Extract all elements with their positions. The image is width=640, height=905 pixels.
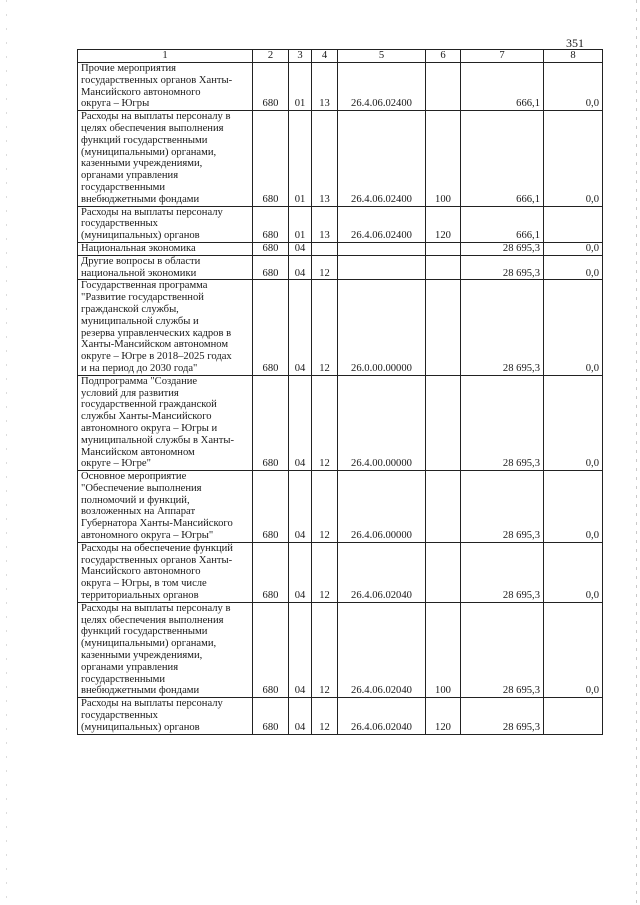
row-name: Государственная программа "Развитие государственной гражданской службы, муниципальной службы и резерва управленческих кадров в Ханты-Мансийском автономном округе – Югре в 2018–2025 годах и на период до 2030 года"	[78, 280, 253, 375]
cell-ministry-code: 680	[253, 698, 289, 734]
cell-expense-type	[426, 255, 461, 280]
cell-section: 04	[289, 280, 312, 375]
row-name: Расходы на выплаты персоналу в целях обеспечения выполнения функций государственными (муниципальными) органами, казенными учреждениями, органами управления государственными внебюджетными фондами	[78, 602, 253, 697]
table-row	[78, 602, 603, 697]
cell-expense-type	[426, 375, 461, 470]
cell-amount: 28 695,3	[461, 255, 544, 280]
col-header-2: 2	[253, 50, 289, 63]
cell-subsection: 12	[312, 471, 338, 543]
cell-ministry-code: 680	[253, 602, 289, 697]
cell-ministry-code: 680	[253, 255, 289, 280]
cell-amount: 28 695,3	[461, 471, 544, 543]
row-name: Расходы на выплаты персоналу в целях обеспечения выполнения функций государственными (муниципальными) органами, казенными учреждениями, органами управления государственными внебюджетными фондами	[78, 111, 253, 206]
cell-amount-2: 0,0	[544, 242, 603, 255]
row-name: Подпрограмма "Создание условий для развития государственной гражданской службы Ханты-Мансийского автономного округа – Югры и муниципальной службы в Ханты- Мансийском автономном округе – Югре"	[78, 375, 253, 470]
cell-ministry-code: 680	[253, 375, 289, 470]
row-name: Национальная экономика	[78, 242, 253, 255]
table-row	[78, 111, 603, 206]
page-number: 351	[566, 36, 584, 50]
cell-subsection: 12	[312, 602, 338, 697]
cell-amount-2: 0,0	[544, 280, 603, 375]
table-row	[78, 63, 603, 111]
cell-amount-2: 0,0	[544, 375, 603, 470]
cell-section: 04	[289, 698, 312, 734]
cell-target-article: 26.4.06.02400	[338, 206, 426, 242]
cell-subsection: 12	[312, 698, 338, 734]
cell-amount-2: 0,0	[544, 602, 603, 697]
cell-amount-2: 0,0	[544, 471, 603, 543]
cell-amount: 28 695,3	[461, 698, 544, 734]
cell-expense-type	[426, 242, 461, 255]
col-header-1: 1	[78, 50, 253, 63]
cell-subsection: 13	[312, 206, 338, 242]
cell-ministry-code: 680	[253, 280, 289, 375]
cell-amount-2: 0,0	[544, 255, 603, 280]
table-row	[78, 242, 603, 255]
cell-amount: 666,1	[461, 206, 544, 242]
cell-target-article: 26.4.06.00000	[338, 471, 426, 543]
cell-section: 04	[289, 542, 312, 602]
cell-target-article: 26.4.06.02040	[338, 698, 426, 734]
cell-ministry-code: 680	[253, 111, 289, 206]
table-row	[78, 471, 603, 543]
cell-amount-2	[544, 698, 603, 734]
table-header-row	[78, 50, 603, 63]
cell-subsection: 13	[312, 111, 338, 206]
cell-target-article: 26.4.06.02400	[338, 63, 426, 111]
cell-amount-2: 0,0	[544, 542, 603, 602]
cell-ministry-code: 680	[253, 63, 289, 111]
table-row	[78, 255, 603, 280]
table-row	[78, 206, 603, 242]
row-name: Расходы на выплаты персоналу государственных (муниципальных) органов	[78, 206, 253, 242]
scan-edge-left	[6, 0, 7, 905]
cell-section: 04	[289, 602, 312, 697]
cell-amount: 28 695,3	[461, 242, 544, 255]
col-header-8: 8	[544, 50, 603, 63]
cell-amount: 28 695,3	[461, 602, 544, 697]
cell-target-article: 26.4.06.02040	[338, 602, 426, 697]
table-row	[78, 698, 603, 734]
cell-subsection: 13	[312, 63, 338, 111]
cell-target-article	[338, 255, 426, 280]
row-name: Прочие мероприятия государственных органов Ханты- Мансийского автономного округа – Югры	[78, 63, 253, 111]
cell-target-article	[338, 242, 426, 255]
cell-section: 04	[289, 471, 312, 543]
col-header-3: 3	[289, 50, 312, 63]
cell-expense-type: 120	[426, 698, 461, 734]
cell-amount: 28 695,3	[461, 375, 544, 470]
cell-expense-type: 100	[426, 602, 461, 697]
cell-amount-2: 0,0	[544, 111, 603, 206]
cell-expense-type	[426, 280, 461, 375]
cell-amount-2: 0,0	[544, 63, 603, 111]
cell-target-article: 26.4.06.02040	[338, 542, 426, 602]
cell-expense-type: 120	[426, 206, 461, 242]
cell-expense-type	[426, 542, 461, 602]
cell-expense-type	[426, 63, 461, 111]
cell-expense-type: 100	[426, 111, 461, 206]
budget-table	[77, 49, 603, 735]
cell-ministry-code: 680	[253, 206, 289, 242]
table-row	[78, 542, 603, 602]
row-name: Расходы на выплаты персоналу государственных (муниципальных) органов	[78, 698, 253, 734]
cell-target-article: 26.0.00.00000	[338, 280, 426, 375]
cell-ministry-code: 680	[253, 471, 289, 543]
cell-ministry-code: 680	[253, 542, 289, 602]
cell-subsection: 12	[312, 255, 338, 280]
cell-amount: 666,1	[461, 111, 544, 206]
scan-edge-right	[636, 0, 637, 905]
table-row	[78, 375, 603, 470]
col-header-6: 6	[426, 50, 461, 63]
cell-target-article: 26.4.00.00000	[338, 375, 426, 470]
cell-section: 01	[289, 63, 312, 111]
cell-amount: 666,1	[461, 63, 544, 111]
cell-ministry-code: 680	[253, 242, 289, 255]
row-name: Основное мероприятие "Обеспечение выполнения полномочий и функций, возложенных на Аппарат Губернатора Ханты-Мансийского автономного округа – Югры"	[78, 471, 253, 543]
cell-subsection: 12	[312, 280, 338, 375]
table-row	[78, 280, 603, 375]
cell-section: 04	[289, 255, 312, 280]
cell-amount: 28 695,3	[461, 542, 544, 602]
col-header-4: 4	[312, 50, 338, 63]
col-header-5: 5	[338, 50, 426, 63]
cell-section: 04	[289, 375, 312, 470]
cell-subsection	[312, 242, 338, 255]
cell-section: 01	[289, 111, 312, 206]
cell-expense-type	[426, 471, 461, 543]
cell-amount: 28 695,3	[461, 280, 544, 375]
row-name: Другие вопросы в области национальной экономики	[78, 255, 253, 280]
cell-target-article: 26.4.06.02400	[338, 111, 426, 206]
row-name: Расходы на обеспечение функций государственных органов Ханты- Мансийского автономного округа – Югры, в том числе территориальных органов	[78, 542, 253, 602]
cell-section: 01	[289, 206, 312, 242]
cell-section: 04	[289, 242, 312, 255]
cell-subsection: 12	[312, 375, 338, 470]
cell-subsection: 12	[312, 542, 338, 602]
cell-amount-2	[544, 206, 603, 242]
col-header-7: 7	[461, 50, 544, 63]
